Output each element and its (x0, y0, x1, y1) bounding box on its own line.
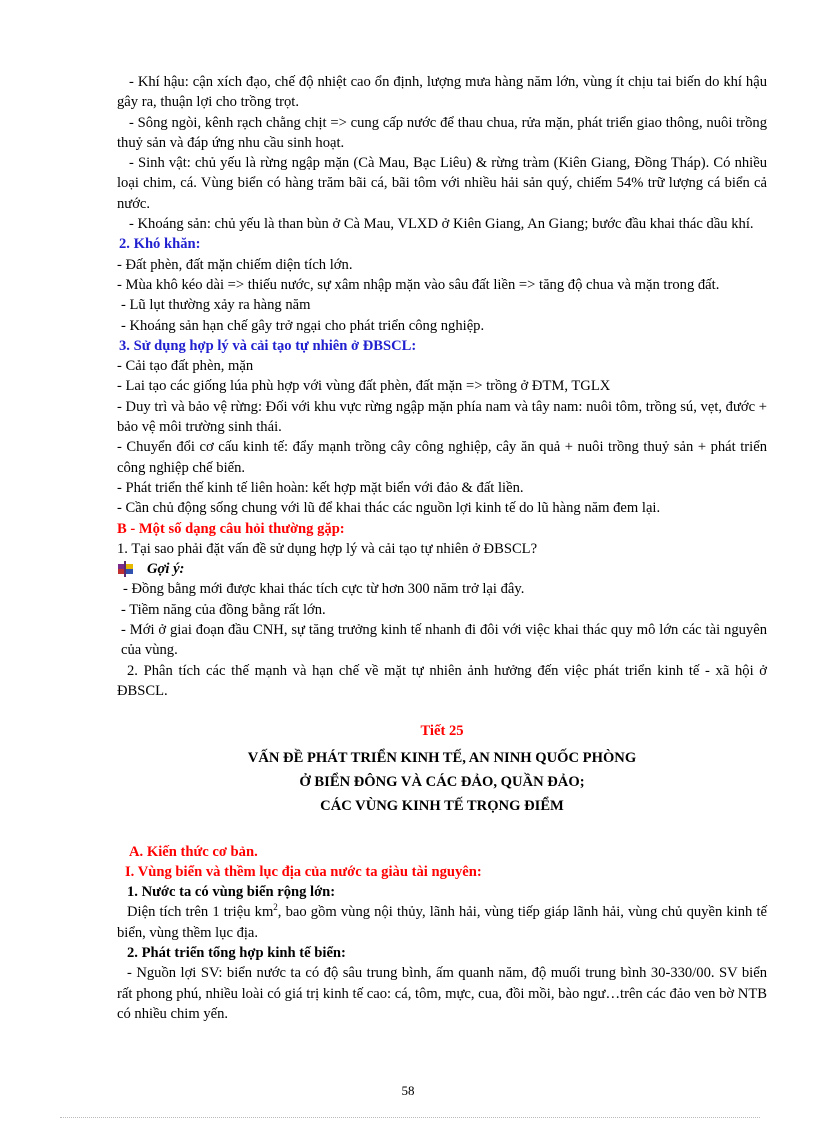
hint-item: - Đồng bằng mới được khai thác tích cực từ hơn 300 năm trở lại đây. (123, 581, 525, 598)
su-dung-item: - Phát triển thế kinh tế liên hoàn: kết hợp mặt biển với đảo & đất liền. (117, 479, 524, 496)
kho-khan-item: - Mùa khô kéo dài => thiếu nước, sự xâm nhập mặn vào sâu đất liền => tăng độ chua và mặn trong đất. (117, 276, 720, 293)
lesson-title-line: CÁC VÙNG KINH TẾ TRỌNG ĐIỂM (320, 797, 564, 814)
spacer (117, 818, 767, 842)
paragraph-sinh-vat: - Sinh vật: chủ yếu là rừng ngập mặn (Cà Mau, Bạc Liêu) & rừng tràm (Kiên Giang, Đồng Tháp). Có nhiều loại chim, cá. Vùng biển có hàng trăm bãi cá, bãi tôm với nhiều hải sản quý, chiếm 54% trữ lượng cá biển cả nước. (117, 155, 767, 212)
paragraph-nguon-loi: - Nguồn lợi SV: biển nước ta có độ sâu trung bình, ấm quanh năm, độ muối trung bình 30-330/00. SV biển rất phong phú, nhiều loài có giá trị kinh tế cao: cá, tôm, mực, cua, đồi mồi, bào ngư…trên các đảo ven bờ NTB có nhiều chim yến. (117, 965, 767, 1022)
hint-heading (117, 559, 767, 579)
page-body (117, 72, 767, 1024)
dien-tich-rest: , bao gồm vùng nội thủy, lãnh hải, vùng tiếp giáp lãnh hải, vùng chủ quyền kinh tế biển, vùng thềm lục địa. (117, 904, 767, 941)
paragraph-dien-tich (117, 902, 767, 943)
kho-khan-item: - Khoáng sản hạn chế gây trở ngại cho phát triển công nghiệp. (121, 317, 485, 334)
paragraph-song-ngoi: - Sông ngòi, kênh rạch chằng chịt => cung cấp nước để thau chua, rửa mặn, phát triển giao thông, nuôi trồng thuỷ sản và đáp ứng nhu cầu sinh hoạt. (117, 114, 767, 151)
su-dung-item: - Lai tạo các giống lúa phù hợp với vùng đất phèn, đất mặn => trồng ở ĐTM, TGLX (117, 378, 611, 395)
kho-khan-item: - Lũ lụt thường xảy ra hàng năm (121, 297, 311, 314)
hint-item: - Mới ở giai đoạn đầu CNH, sự tăng trưởng kinh tế nhanh đi đôi với việc khai thác quy mô lớn các tài nguyên của vùng. (121, 622, 767, 659)
superscript-2: 2 (273, 902, 278, 913)
heading-cau-hoi: B - Một số dạng câu hỏi thường gặp: (117, 520, 345, 537)
heading-vung-bien-rong: 1. Nước ta có vùng biển rộng lớn: (127, 884, 336, 901)
hint-bullet-icon (117, 560, 135, 578)
heading-kinh-te-bien: 2. Phát triển tổng hợp kinh tế biển: (127, 944, 346, 961)
lesson-title-line: Ở BIỂN ĐÔNG VÀ CÁC ĐẢO, QUẦN ĐẢO; (299, 773, 585, 790)
hint-label: Gợi ý: (147, 561, 185, 578)
su-dung-item: - Chuyển đổi cơ cấu kinh tế: đẩy mạnh trồng cây công nghiệp, cây ăn quả + nuôi trồng thuỷ sản + phát triển công nghiệp chế biến. (117, 439, 767, 476)
su-dung-item: - Duy trì và bảo vệ rừng: Đối với khu vực rừng ngập mặn phía nam và tây nam: nuôi tôm, trồng sú, vẹt, đước + bảo vệ môi trường sinh thái. (117, 398, 767, 436)
spacer (117, 701, 767, 721)
heading-kien-thuc: A. Kiến thức cơ bản. (129, 843, 258, 860)
su-dung-item: - Cần chủ động sống chung với lũ để khai thác các nguồn lợi kinh tế do lũ hàng năm đem lại. (117, 500, 661, 517)
lesson-title-line: VẤN ĐỀ PHÁT TRIỂN KINH TẾ, AN NINH QUỐC PHÒNG (247, 749, 637, 766)
paragraph-khoang-san: - Khoáng sản: chủ yếu là than bùn ở Cà Mau, VLXD ở Kiên Giang, An Giang; bước đầu khai thác dầu khí. (129, 216, 754, 233)
question-1: 1. Tại sao phải đặt vấn đề sử dụng hợp lý và cải tạo tự nhiên ở ĐBSCL? (117, 540, 538, 557)
lesson-label: Tiết 25 (420, 723, 464, 740)
heading-vung-bien: I. Vùng biển và thềm lục địa của nước ta giàu tài nguyên: (125, 863, 482, 880)
page-number: 58 (401, 1083, 415, 1098)
kho-khan-item: - Đất phèn, đất mặn chiếm diện tích lớn. (117, 256, 353, 273)
paragraph-khi-hau: - Khí hậu: cận xích đạo, chế độ nhiệt cao ổn định, lượng mưa hàng năm lớn, vùng ít chịu tai biến do khí hậu gây ra, thuận lợi cho trồng trọt. (117, 74, 767, 111)
hint-item: - Tiềm năng của đồng bằng rất lớn. (121, 601, 326, 618)
su-dung-item: - Cải tạo đất phèn, mặn (117, 358, 254, 375)
question-2: 2. Phân tích các thế mạnh và hạn chế về mặt tự nhiên ảnh hưởng đến việc phát triển kinh tế - xã hội ở ĐBSCL. (117, 662, 767, 699)
dien-tich-text: Diện tích trên 1 triệu km (127, 904, 274, 921)
heading-su-dung: 3. Sử dụng hợp lý và cải tạo tự nhiên ở ĐBSCL: (119, 337, 417, 354)
heading-kho-khan: 2. Khó khăn: (119, 236, 201, 253)
footer-rule (60, 1117, 760, 1118)
